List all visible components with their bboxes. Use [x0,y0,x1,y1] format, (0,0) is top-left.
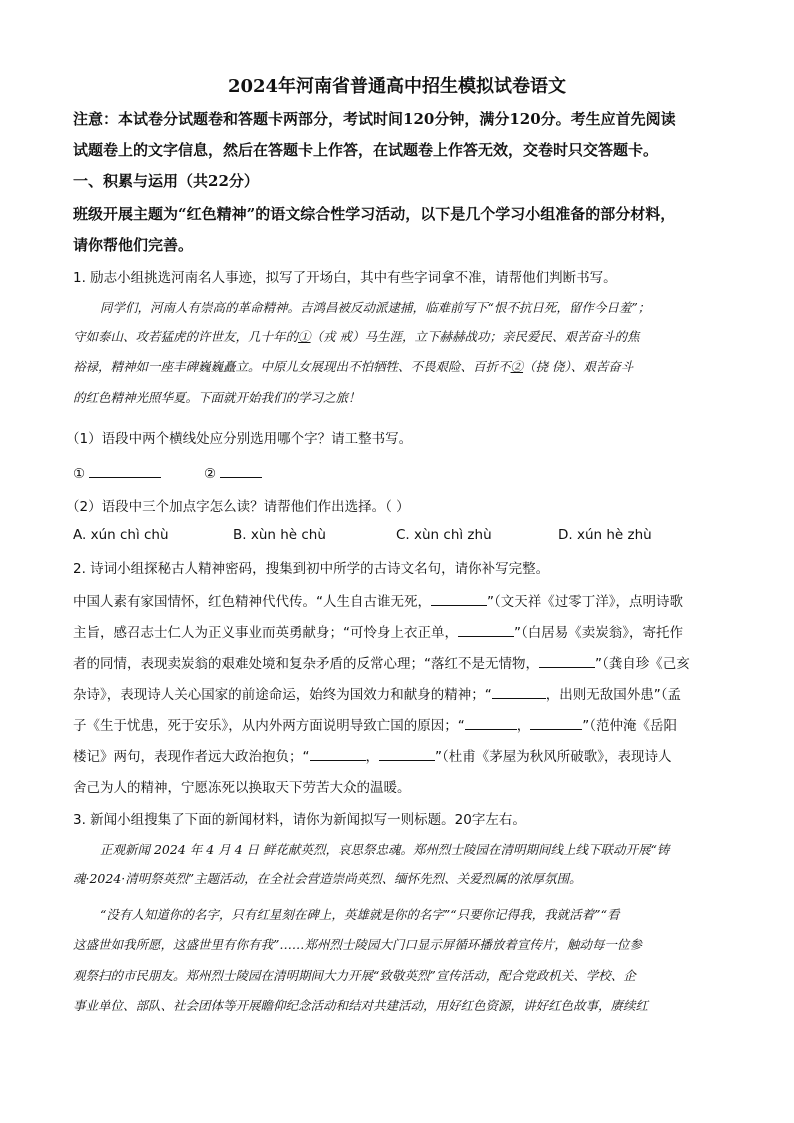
q1-option-c: C. xùn chì zhù [396,527,492,543]
q2-text: ”（范仲淹《岳阳 [582,718,677,734]
q3-news-line-5: 观祭扫的市民朋友。郑州烈士陵园在清明期间大力开展“致敬英烈”宣传活动，配合党政机关、学校、企 [73,968,636,983]
fill-blank [530,715,582,730]
q1-option-d: D. xún hè zhù [558,527,652,543]
q1-option-a: A. xún chì chù [73,527,169,543]
q2-line-4 [73,683,733,703]
q1-inline-blank-1: ① [298,329,311,344]
q2-line-2 [73,621,733,641]
q2-line-1 [73,590,733,610]
notice-line-2: 试题卷上的文字信息，然后在答题卡上作答，在试题卷上作答无效，交卷时只交答题卡。 [73,141,659,159]
q1-passage-text: 守如泰山、攻若猛虎的许世友，几十年的 [73,329,299,344]
q2-text: ”（白居易《卖炭翁》，寄托作 [514,625,683,641]
q2-text: 中国人素有家国情怀，红色精神代代传。“人生自古谁无死， [73,594,431,610]
answer-line [220,463,262,478]
q2-line-6 [73,745,733,765]
section-heading: 一、积累与运用（共22分） [73,172,259,190]
fill-blank [465,715,517,730]
section-intro-1: 班级开展主题为“红色精神”的语文综合性学习活动，以下是几个学习小组准备的部分材料， [73,205,676,223]
q2-text: ， [516,718,531,734]
answer-line [89,463,161,478]
q2-text: ”（杜甫《茅屋为秋风所破歌》，表现诗人 [435,749,672,765]
q1-passage-text: 裕禄，精神如一座丰碑巍巍矗立。中原儿女展现出不怕牺牲、不畏艰险、百折不 [73,359,511,374]
notice-line-1: 注意：本试卷分试题卷和答题卡两部分，考试时间120分钟，满分120分。考生应首先阅读 [73,110,676,128]
q2-text: ， [365,749,379,765]
q3-news-line-1: 正观新闻 2024 年 4 月 4 日 鲜花献英烈，哀思祭忠魂。郑州烈士陵园在清明期间线上线下联动开展“铸 [100,842,670,857]
q2-text: 者的同情，表现卖炭翁的艰难处境和复杂矛盾的反常心理；“落红不是无情物， [73,656,539,672]
fill-blank [458,622,514,637]
q1-inline-blank-2: ② [510,359,524,374]
q3-news-line-3: “没有人知道你的名字，只有红星刻在碑上，英雄就是你的名字”“只要你记得我，我就活着”“看 [100,907,620,922]
q1-answer-blank-1 [73,463,161,482]
q3-news-line-4: 这盛世如我所愿，这盛世里有你有我”……郑州烈士陵园大门口显示屏循环播放着宣传片，触动每一位参 [73,937,642,952]
q2-text: ”（龚自珍《己亥 [595,656,690,672]
fill-blank [310,746,366,761]
section-intro-2: 请你帮他们完善。 [73,236,194,254]
q1-passage-line-3 [73,357,733,375]
fill-blank [492,684,546,699]
q2-line-3 [73,652,733,672]
q1-stem: 1. 励志小组挑选河南名人事迹，拟写了开场白，其中有些字词拿不准，请帮他们判断书写。 [73,270,617,286]
fill-blank [431,591,487,606]
q2-text: ，出则无敌国外患”（孟 [545,687,681,703]
q3-stem: 3. 新闻小组搜集了下面的新闻材料，请你为新闻拟写一则标题。20字左右。 [73,812,526,828]
q2-text: ”（文天祥《过零丁洋》，点明诗歌 [487,594,683,610]
blank-label: ② [204,466,217,482]
q2-text: 子《生于忧患，死于安乐》，从内外两方面说明导致亡国的原因；“ [73,718,465,734]
q1-sub-question-1: （1）语段中两个横线处应分别选用哪个字？请工整书写。 [66,431,413,447]
q2-text: 杂诗》，表现诗人关心国家的前途命运，始终为国效力和献身的精神；“ [73,687,492,703]
q1-sub-question-2: （2）语段中三个加点字怎么读？请帮他们作出选择。（ ） [66,499,410,515]
q1-answer-blank-2 [204,463,262,482]
page-title: 2024年河南省普通高中招生模拟试卷语文 [227,76,567,97]
fill-blank [379,746,435,761]
q2-line-5 [73,714,733,734]
q1-passage-line-1: 同学们，河南人有崇高的革命精神。吉鸿昌被反动派逮捕，临难前写下“恨不抗日死，留作今日羞”； [100,300,651,315]
blank-label: ① [73,466,86,482]
q2-line-7: 舍己为人的精神，宁愿冻死以换取天下劳苦大众的温暖。 [73,780,411,796]
q3-news-line-2: 魂·2024·清明祭英烈”主题活动，在全社会营造崇尚英烈、缅怀先烈、关爱烈属的浓厚氛围。 [73,871,582,886]
q1-passage-text: （挠 侥）、艰苦奋斗 [523,359,634,374]
q2-text: 楼记》两句，表现作者远大政治抱负；“ [73,749,310,765]
q2-stem: 2. 诗词小组探秘古人精神密码，搜集到初中所学的古诗文名句，请你补写完整。 [73,561,550,577]
q2-text: 主旨，感召志士仁人为正义事业而英勇献身；“可怜身上衣正单， [73,625,458,641]
fill-blank [539,653,595,668]
q1-option-b: B. xùn hè chù [233,527,326,543]
q1-passage-line-4: 的红色精神光照华夏。下面就开始我们的学习之旅！ [73,390,361,405]
q1-passage-text: （戎 戒）马生涯，立下赫赫战功；亲民爱民、艰苦奋斗的焦 [310,329,640,344]
q1-passage-line-2 [73,327,733,345]
q3-news-line-6: 事业单位、部队、社会团体等开展瞻仰纪念活动和结对共建活动，用好红色资源，讲好红色故事，赓续红 [73,998,649,1013]
